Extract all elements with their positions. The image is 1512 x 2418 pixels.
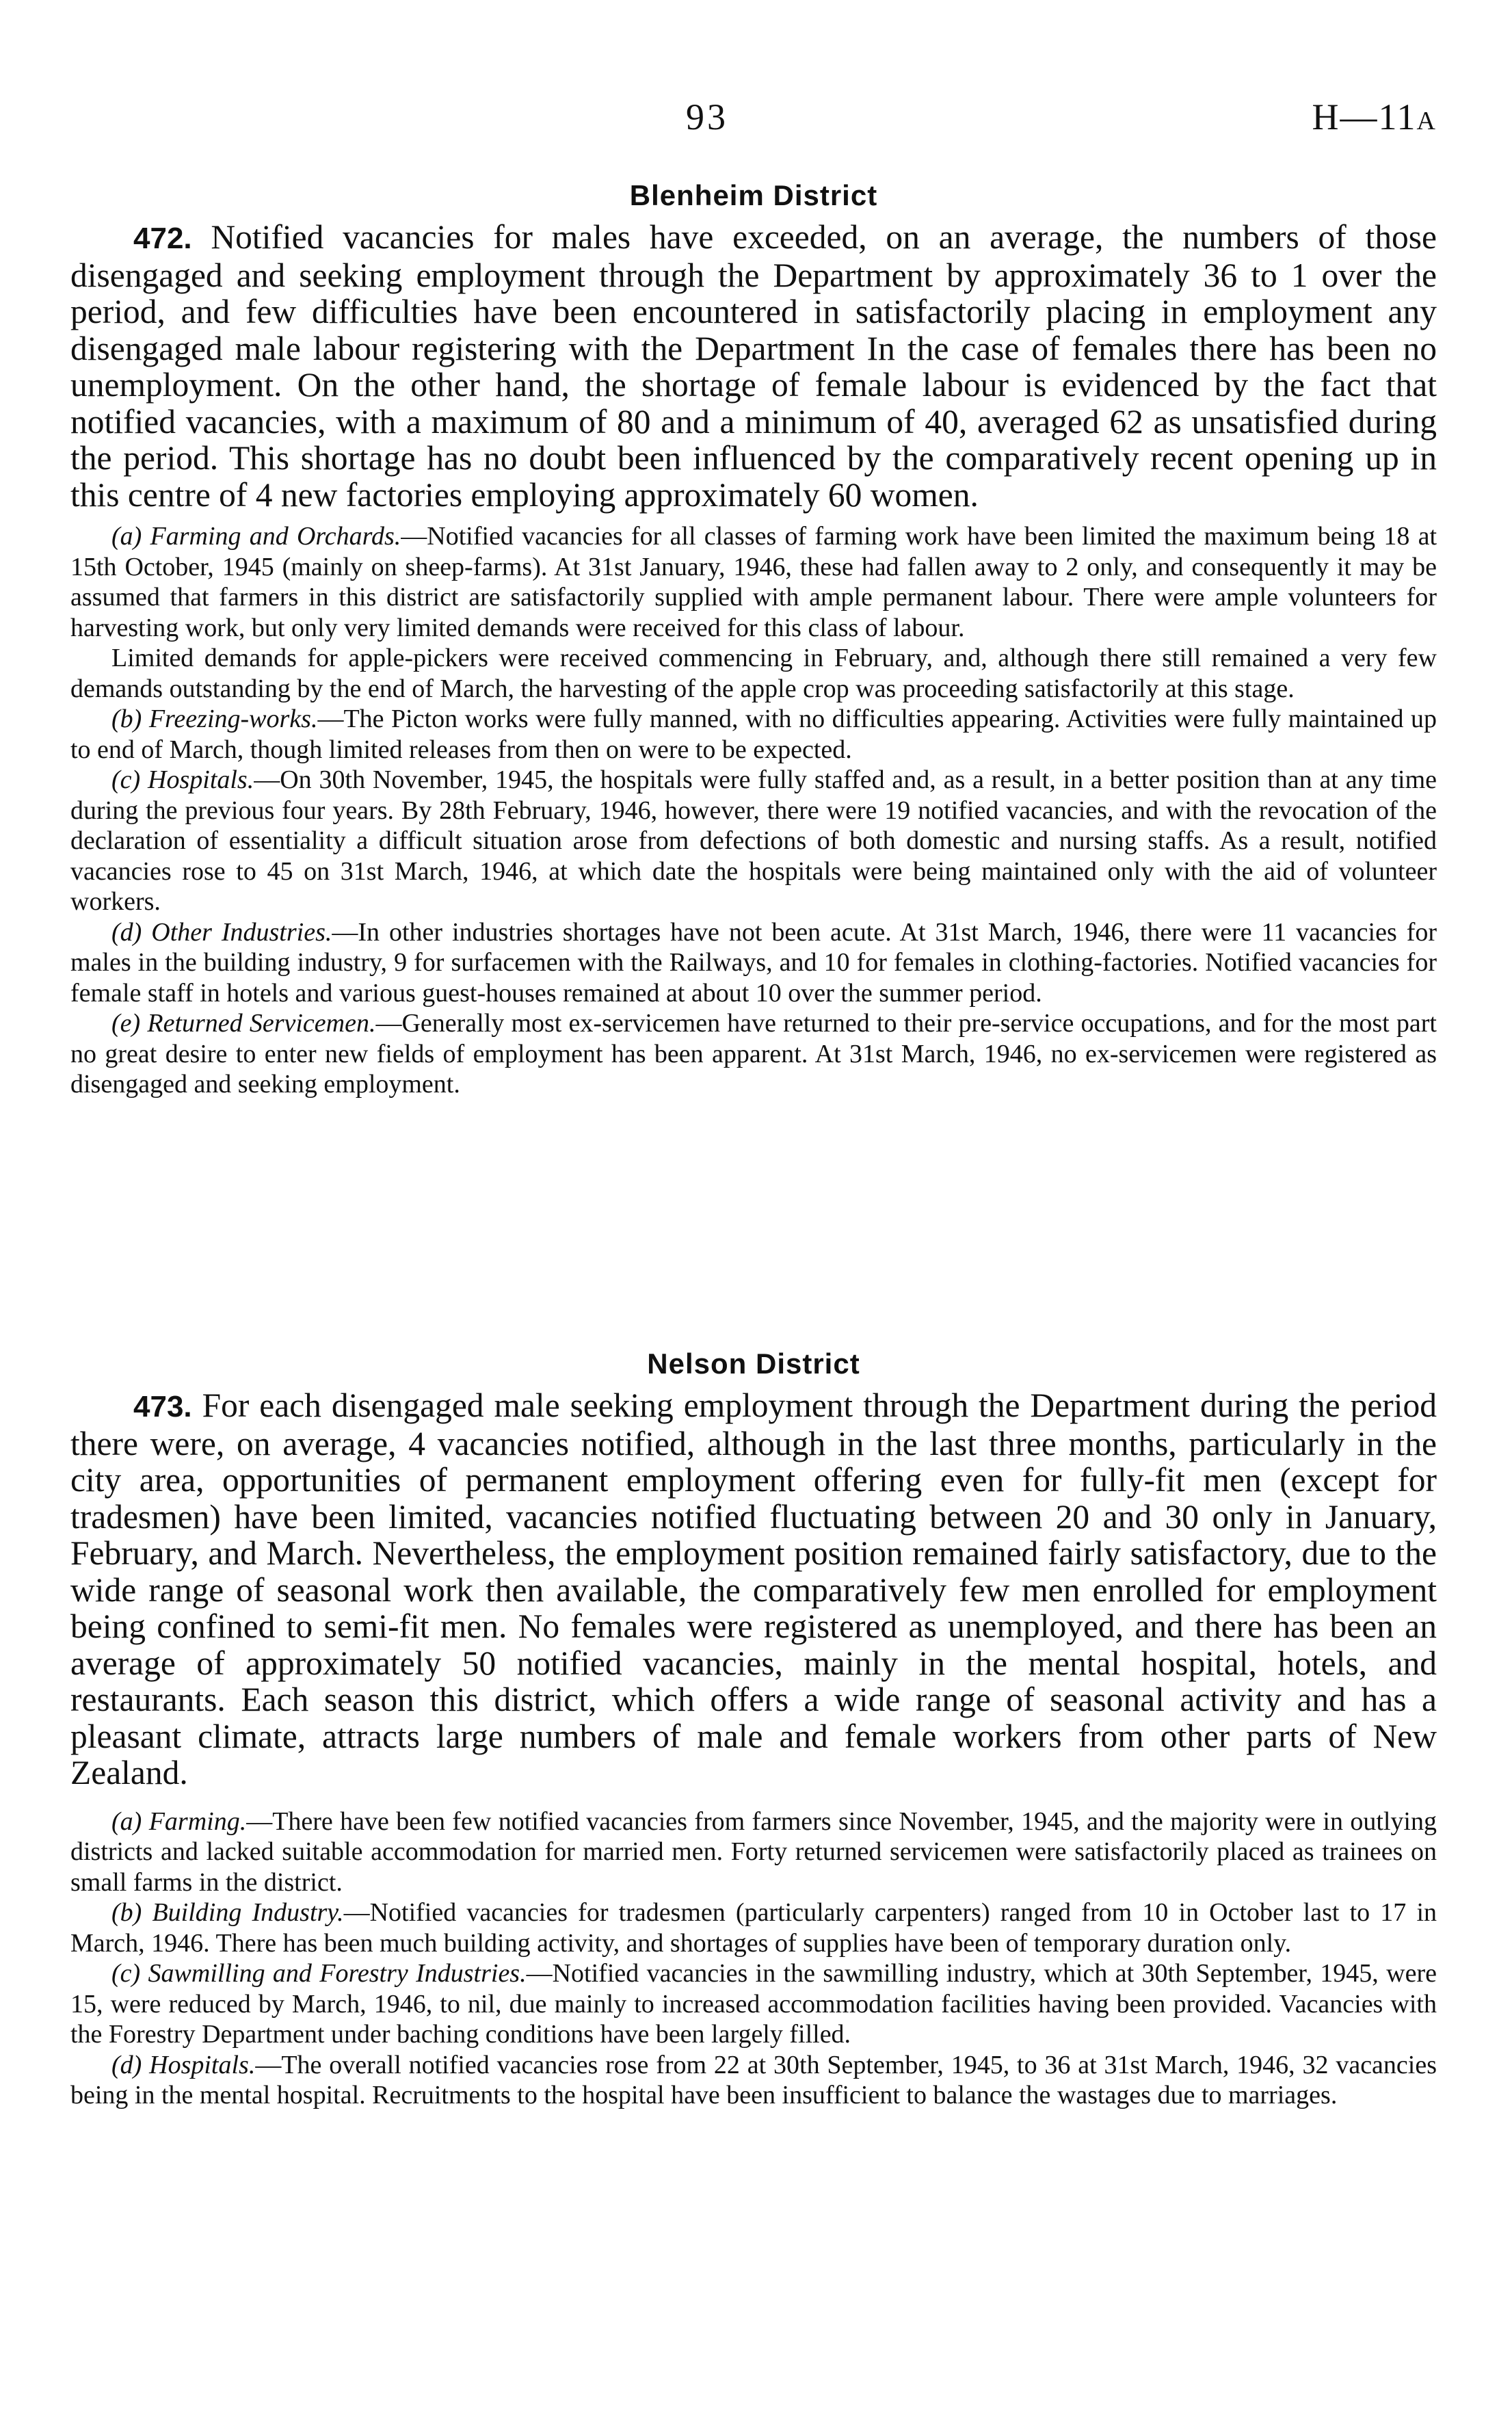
blenheim-item-a <box>70 521 1437 643</box>
item-label: Other Industries. <box>151 917 332 947</box>
item-label: Farming. <box>148 1806 247 1836</box>
item-text: —Generally most ex-servicemen have returned to their pre-service occupations, and for the most part no great desire to enter new fields of employment has been apparent. At 31st March, 1946, no ex-servicemen were registered as disengaged and seeking employment. <box>70 1009 1437 1099</box>
nelson-item-d <box>70 2050 1437 2111</box>
blenheim-main-paragraph <box>70 219 1437 513</box>
nelson-item-c <box>70 1958 1437 2050</box>
nelson-item-b <box>70 1897 1437 1958</box>
item-letter: (b) <box>111 1898 142 1927</box>
blenheim-item-a-cont <box>70 643 1437 704</box>
para-number: 472. <box>133 222 192 255</box>
item-label: Farming and Orchards. <box>150 522 401 551</box>
blenheim-heading: Blenheim District <box>629 179 878 211</box>
item-letter: (c) <box>111 1959 141 1988</box>
item-text: —Notified vacancies in the sawmilling industry, which at 30th September, 1945, were 15, were reduced by March, 1946, to nil, due mainly to increased accommodation facilities having been provided. Vacancies with the Forestry Department under baching conditions have been largely filled. <box>70 1959 1437 2049</box>
item-text: Limited demands for apple-pickers were received commencing in February, and, although there still remained a very few demands outstanding by the end of March, the harvesting of the apple crop was proceeding satisfactorily at this stage. <box>70 644 1437 703</box>
item-text: —In other industries shortages have not been acute. At 31st March, 1946, there were 11 vacancies for males in the building industry, 9 for surfacemen with the Railways, and 10 for females in clothing-factories. Notified vacancies for female staff in hotels and various guest-houses remained at about 10 over the summer period. <box>70 917 1437 1008</box>
page-header <box>70 96 1437 144</box>
nelson-main-paragraph <box>70 1387 1437 1791</box>
item-letter: (c) <box>111 765 141 794</box>
nelson-section <box>70 1387 1437 2111</box>
document-reference <box>1312 96 1437 138</box>
item-text: —On 30th November, 1945, the hospitals were fully staffed and, as a result, in a better position than at any time during the previous four years. By 28th February, 1946, however, there were 19 notified vacancies, and with the revocation of the declaration of essentiality a difficult situation arose from defections of both domestic and nursing staffs. As a result, notified vacancies rose to 45 on 31st March, 1946, at which date the hospitals were being maintained only with the aid of volunteer workers. <box>70 765 1437 916</box>
page-number: 93 <box>686 96 728 137</box>
item-label: Hospitals. <box>148 765 254 794</box>
blenheim-item-c <box>70 765 1437 917</box>
item-label: Sawmilling and Forestry Industries. <box>148 1959 527 1988</box>
doc-ref-main: H—11 <box>1312 96 1417 137</box>
item-letter: (a) <box>111 522 142 551</box>
item-text: —Notified vacancies for all classes of farming work have been limited the maximum being 18 at 15th October, 1945 (mainly on sheep-farms). At 31st January, 1946, these had fallen away to 2 only, and consequently it may be assumed that farmers in this district are satisfactorily supplied with ample permanent labour. There were ample volunteers for harvesting work, but only very limited demands were received for this class of labour. <box>70 522 1437 642</box>
item-letter: (a) <box>111 1806 142 1836</box>
blenheim-section <box>70 219 1437 1100</box>
para-number: 473. <box>133 1390 192 1423</box>
item-label: Returned Servicemen. <box>147 1009 376 1038</box>
item-letter: (d) <box>111 917 142 947</box>
blenheim-main-text: Notified vacancies for males have exceeded, on an average, the numbers of those disengaged and seeking employment through the Department by approximately 36 to 1 over the period, and few difficulties have been encountered in satisfactorily placing in employment any disengaged male labour registering with the Department In the case of females there has been no unemployment. On the other hand, the shortage of female labour is evidenced by the fact that notified vacancies, with a maximum of 80 and a minimum of 40, averaged 62 as unsatisfied during the period. This shortage has no doubt been influenced by the comparatively recent opening up in this centre of 4 new factories employing approximately 60 women. <box>70 218 1437 514</box>
doc-ref-suffix: A <box>1416 107 1437 135</box>
nelson-heading: Nelson District <box>647 1348 860 1380</box>
nelson-item-a <box>70 1806 1437 1898</box>
item-letter: (d) <box>111 2050 142 2079</box>
blenheim-item-b <box>70 704 1437 765</box>
blenheim-item-d <box>70 917 1437 1009</box>
item-text: —The Picton works were fully manned, with no difficulties appearing. Activities were fully maintained up to end of March, though limited releases from then on were to be expected. <box>70 705 1437 764</box>
item-label: Hospitals. <box>149 2050 256 2079</box>
item-label: Building Industry. <box>152 1898 344 1927</box>
item-label: Freezing-works. <box>148 705 318 733</box>
item-text: —There have been few notified vacancies from farmers since November, 1945, and the majority were in outlying districts and lacked suitable accommodation for married men. Forty returned servicemen were satisfactorily placed as trainees on small farms in the district. <box>70 1806 1437 1897</box>
item-text: —The overall notified vacancies rose from 22 at 30th September, 1945, to 36 at 31st March, 1946, 32 vacancies being in the mental hospital. Recruitments to the hospital have been insufficient to balance the wastages due to marriages. <box>70 2050 1437 2110</box>
blenheim-item-e <box>70 1008 1437 1100</box>
item-letter: (e) <box>111 1009 141 1038</box>
nelson-main-text: For each disengaged male seeking employment through the Department during the period there were, on average, 4 vacancies notified, although in the last three months, particularly in the city area, opportunities of permanent employment offering even for fully-fit men (except for tradesmen) have been limited, vacancies notified fluctuating between 20 and 30 only in January, February, and March. Nevertheless, the employment position remained fairly satisfactory, due to the wide range of seasonal work then available, the comparatively few men enrolled for employment being confined to semi-fit men. No females were registered as unemployed, and there has been an average of approximately 50 notified vacancies, mainly in the mental hospital, hotels, and restaurants. Each season this district, which offers a wide range of seasonal activity and has a pleasant climate, attracts large numbers of male and female workers from other parts of New Zealand. <box>70 1387 1437 1791</box>
item-letter: (b) <box>111 705 142 733</box>
item-text: —Notified vacancies for tradesmen (particularly carpenters) ranged from 10 in October last to 17 in March, 1946. There has been much building activity, and shortages of supplies have been of temporary duration only. <box>70 1898 1437 1958</box>
